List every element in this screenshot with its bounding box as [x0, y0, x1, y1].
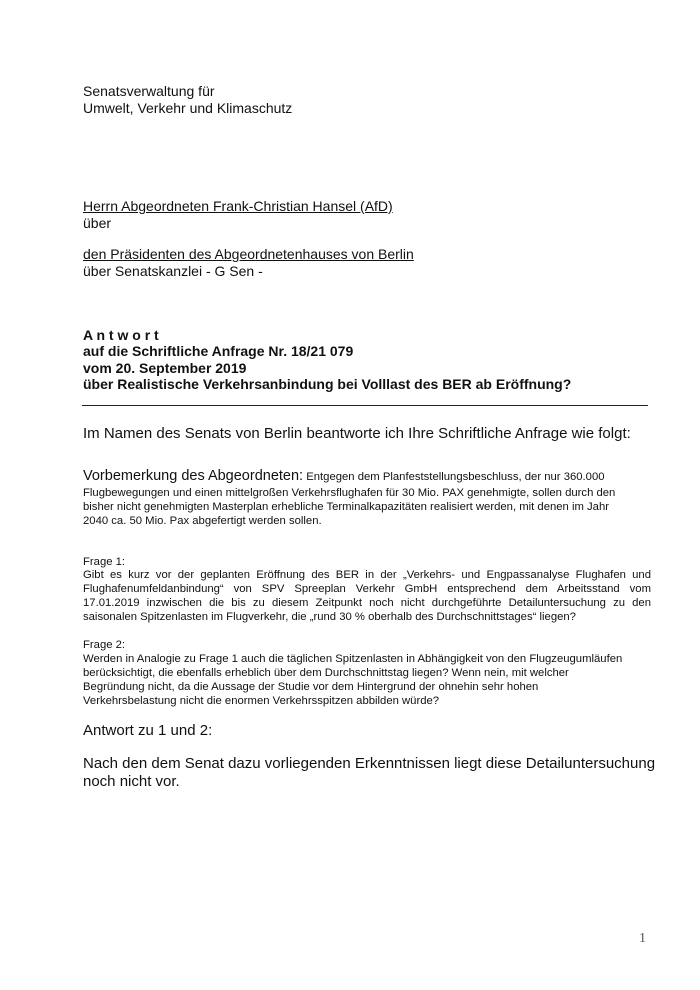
question-1-line-2: Flughafenumfeldanbindung“ von SPV Spreeplan Verkehr GmbH entsprechend dem Arbeitsstand vom	[83, 583, 651, 595]
recipient-president: den Präsidenten des Abgeordnetenhauses von Berlin	[83, 246, 414, 262]
question-2-line-1: Werden in Analogie zu Frage 1 auch die täglichen Spitzenlasten in Abhängigkeit von den Flugzeugumläufen	[83, 653, 623, 665]
question-1-line-3: 17.01.2019 inzwischen die bis zu diesem Zeitpunkt noch nicht durchgeführte Detailuntersuchung zu den	[83, 597, 651, 609]
preamble-text-1: Entgegen dem Planfeststellungsbeschluss, der nur 360.000	[306, 471, 605, 483]
intro-text: Im Namen des Senats von Berlin beantworte ich Ihre Schriftliche Anfrage wie folgt:	[83, 425, 631, 442]
heading-subject: über Realistische Verkehrsanbindung bei Volllast des BER ab Eröffnung?	[83, 376, 572, 392]
preamble-line-1	[83, 468, 605, 486]
question-1-line-4: saisonalen Spitzenlasten im Flugverkehr, die „rund 30 % oberhalb des Durchschnittstages“ liegen?	[83, 611, 576, 623]
question-2-line-3: Begründung nicht, da die Aussage der Studie vor dem Hintergrund der ohnehin sehr hohen	[83, 681, 539, 693]
recipient-name: Herrn Abgeordneten Frank-Christian Hansel (AfD)	[83, 198, 393, 214]
answer-line-2: noch nicht vor.	[83, 773, 180, 790]
sender-line-2: Umwelt, Verkehr und Klimaschutz	[83, 100, 293, 116]
recipient-via-chancellery: über Senatskanzlei - G Sen -	[83, 263, 263, 279]
question-1-line-1: Gibt es kurz vor der geplanten Eröffnung des BER in der „Verkehrs- und Engpassanalyse Flughafen und	[83, 569, 651, 581]
heading-divider	[82, 405, 648, 406]
answer-label: Antwort zu 1 und 2:	[83, 722, 213, 739]
heading-title: A n t w o r t	[83, 327, 159, 343]
heading-inquiry-number: auf die Schriftliche Anfrage Nr. 18/21 079	[83, 343, 354, 359]
preamble-line-4: 2040 ca. 50 Mio. Pax abgefertigt werden sollen.	[83, 515, 322, 527]
recipient-via: über	[83, 215, 112, 231]
heading-date: vom 20. September 2019	[83, 360, 247, 376]
preamble-line-3: bisher nicht genehmigten Masterplan erhebliche Terminalkapazitäten realisiert werden, mit denen im Jahr	[83, 501, 609, 513]
question-1-label: Frage 1:	[83, 556, 126, 568]
question-2-line-2: berücksichtigt, die ebenfalls erheblich über dem Durchschnittstag liegen? Wenn nein, mit welcher	[83, 667, 569, 679]
question-2-line-4: Verkehrsbelastung nicht die enormen Verkehrsspitzen abbilden würde?	[83, 695, 440, 707]
preamble-line-2: Flugbewegungen und einen mittelgroßen Verkehrsflughafen für 30 Mio. PAX genehmigte, sollen durch den	[83, 487, 616, 499]
question-2-label: Frage 2:	[83, 639, 126, 651]
answer-line-1: Nach den dem Senat dazu vorliegenden Erkenntnissen liegt diese Detailuntersuchung	[83, 755, 656, 772]
page-number: 1	[639, 931, 646, 946]
preamble-label: Vorbemerkung des Abgeordneten:	[83, 468, 304, 484]
sender-line-1: Senatsverwaltung für	[83, 83, 215, 99]
